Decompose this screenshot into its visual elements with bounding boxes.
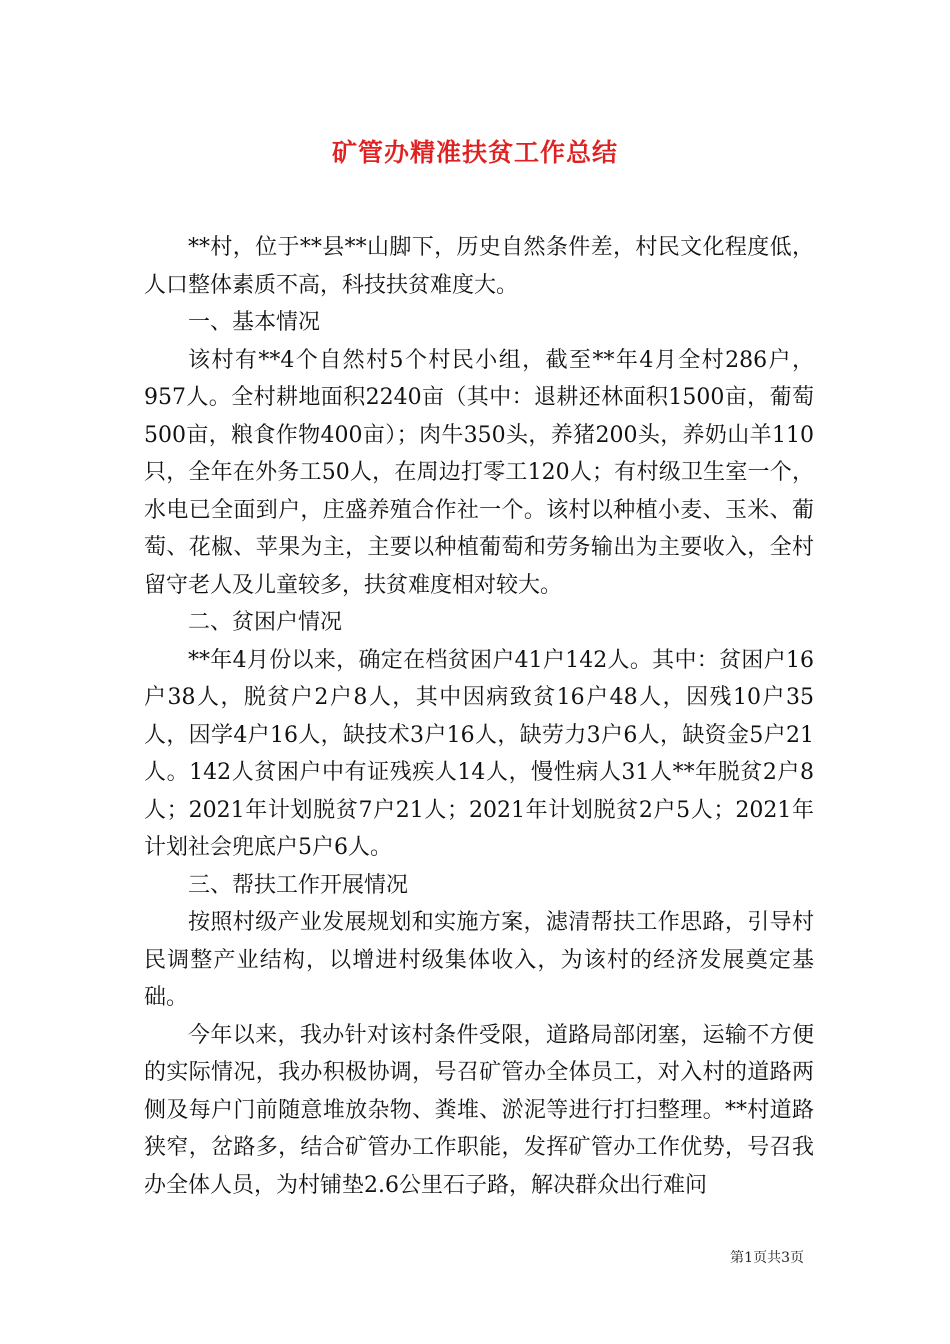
section-heading-basic-situation: 一、基本情况 [188, 310, 321, 335]
section-heading-assistance-work: 三、帮扶工作开展情况 [188, 872, 409, 898]
intro-paragraph: **村，位于**县**山脚下，历史自然条件差，村民文化程度低，人口整体素质不高，科技扶贫难度大。 [144, 235, 814, 298]
section-heading-poor-households: 二、贫困户情况 [188, 610, 343, 635]
basic-situation-paragraph: 该村有**4个自然村5个村民小组，截至**年4月全村286户，957人。全村耕地面积2240亩（其中：退耕还林面积1500亩，葡萄500亩，粮食作物400亩）；肉牛350头，养猪200头，养奶山羊110只，全年在外务工50人，在周边打零工120人；有村级卫生室一个，水电已全面到户，庄盛养殖合作社一个。该村以种植小麦、玉米、葡萄、花椒、苹果为主，主要以种植葡萄和劳务输出为主要收入，全村留守老人及儿童较多，扶贫难度相对较大。 [144, 347, 814, 598]
road-work-paragraph: 今年以来，我办针对该村条件受限，道路局部闭塞，运输不方便的实际情况，我办积极协调，号召矿管办全体员工，对入村的道路两侧及每户门前随意堆放杂物、粪堆、淤泥等进行打扫整理。**村道路狭窄，岔路多，结合矿管办工作职能，发挥矿管办工作优势，号召我办全体人员，为村铺垫2.6公里石子路，解决群众出行难问 [144, 1022, 814, 1198]
document-title: 矿管办精准扶贫工作总结 [331, 138, 618, 167]
page-number-footer: 第1页共3页 [730, 1250, 804, 1266]
assistance-work-paragraph: 按照村级产业发展规划和实施方案，滤清帮扶工作思路，引导村民调整产业结构，以增进村级集体收入，为该村的经济发展奠定基础。 [144, 910, 814, 1010]
poor-households-paragraph: **年4月份以来，确定在档贫困户41户142人。其中：贫困户16户38人，脱贫户2户8人，其中因病致贫16户48人，因残10户35人，因学4户16人，缺技术3户16人，缺劳力3户6人，缺资金5户21人。142人贫困户中有证残疾人14人，慢性病人31人**年脱贫2户8人；2021年计划脱贫7户21人；2021年计划脱贫2户5人；2021年计划社会兜底户5户6人。 [144, 647, 814, 860]
document-body [144, 229, 814, 1204]
